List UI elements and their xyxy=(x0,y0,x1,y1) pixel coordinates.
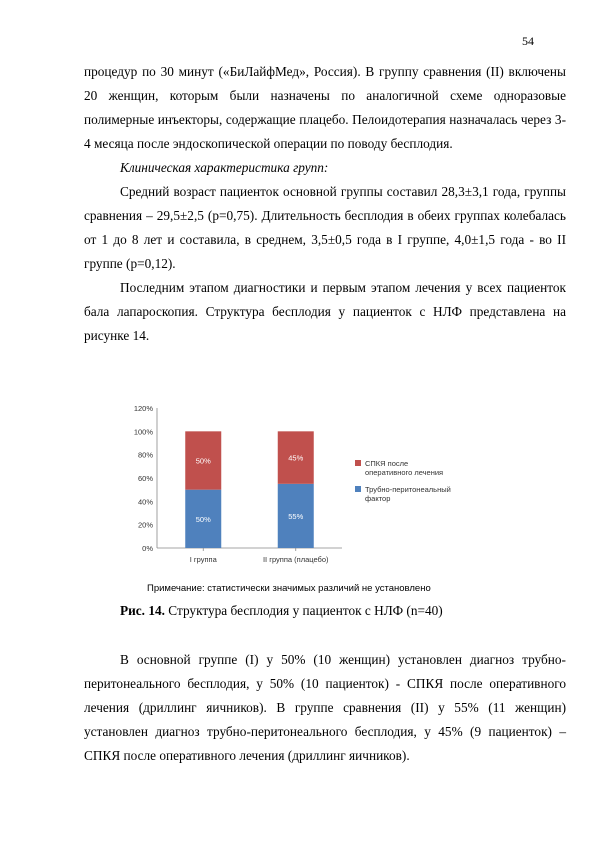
legend-label: СПКЯ после xyxy=(365,459,409,468)
paragraph: В основной группе (I) у 50% (10 женщин) установлен диагноз трубно-перитонеального бесплодия, у 50% (10 пациенток) - СПКЯ после оперативного лечения (дриллинг яичников). В группе сравнения (II) у 55% (11 женщин) установлен диагноз трубно-перитонеального бесплодия, у 45% (9 пациенток) – СПКЯ после оперативного лечения (дриллинг яичников). xyxy=(84,652,566,763)
legend-label: фактор xyxy=(365,494,391,503)
y-tick-label: 100% xyxy=(133,427,153,437)
paragraph: Средний возраст пациенток основной группы составил 28,3±3,1 года, группы сравнения – 29,5±2,5 (p=0,75). Длительность бесплодия в обеих группах колебалась от 1 до 8 лет и составила, в среднем, 3,5±0,5 года в I группе, 4,0±1,5 года - во II группе (p=0,12). xyxy=(84,184,566,271)
body-text-top xyxy=(84,60,566,348)
figure-note: Примечание: статистически значимых различий не установлено xyxy=(147,583,431,594)
legend-swatch xyxy=(355,460,361,466)
section-heading: Клиническая характеристика групп: xyxy=(120,160,329,175)
y-tick-label: 120% xyxy=(133,404,153,413)
stacked-bar-chart xyxy=(112,398,512,576)
x-tick-label: I группа xyxy=(189,555,217,564)
figure-caption-text: Структура бесплодия у пациенток с НЛФ (n=40) xyxy=(164,603,443,618)
y-tick-label: 40% xyxy=(137,497,153,507)
figure-caption-label: Рис. 14. xyxy=(120,603,165,618)
y-tick-label: 80% xyxy=(137,450,153,460)
body-text-bottom xyxy=(84,648,566,768)
y-tick-label: 60% xyxy=(137,474,153,483)
figure-caption xyxy=(120,603,443,619)
legend-swatch xyxy=(355,486,361,492)
bar-value-label: 50% xyxy=(195,456,211,466)
y-tick-label: 20% xyxy=(137,520,153,530)
page-number: 54 xyxy=(522,34,534,48)
legend-label: оперативного лечения xyxy=(365,468,444,477)
y-tick-label: 0% xyxy=(142,544,153,553)
paragraph: процедур по 30 минут («БиЛайфМед», Россия). В группу сравнения (II) включены 20 женщин, которым были назначены по аналогичной схеме одноразовые полимерные инъекторы, содержащие плацебо. Пелоидотерапия назначалась через 3-4 месяца после эндоскопической операции по поводу бесплодия. xyxy=(84,64,566,151)
x-tick-label: II группа (плацебо) xyxy=(262,555,329,564)
chart-svg xyxy=(112,398,512,576)
bar-value-label: 45% xyxy=(288,453,304,463)
bar-value-label: 50% xyxy=(195,514,211,524)
paragraph: Последним этапом диагностики и первым этапом лечения у всех пациенток бала лапароскопия. Структура бесплодия у пациенток с НЛФ представлена на рисунке 14. xyxy=(84,280,566,343)
legend-label: Трубно-перитонеальный xyxy=(365,485,451,494)
bar-value-label: 55% xyxy=(288,511,304,521)
